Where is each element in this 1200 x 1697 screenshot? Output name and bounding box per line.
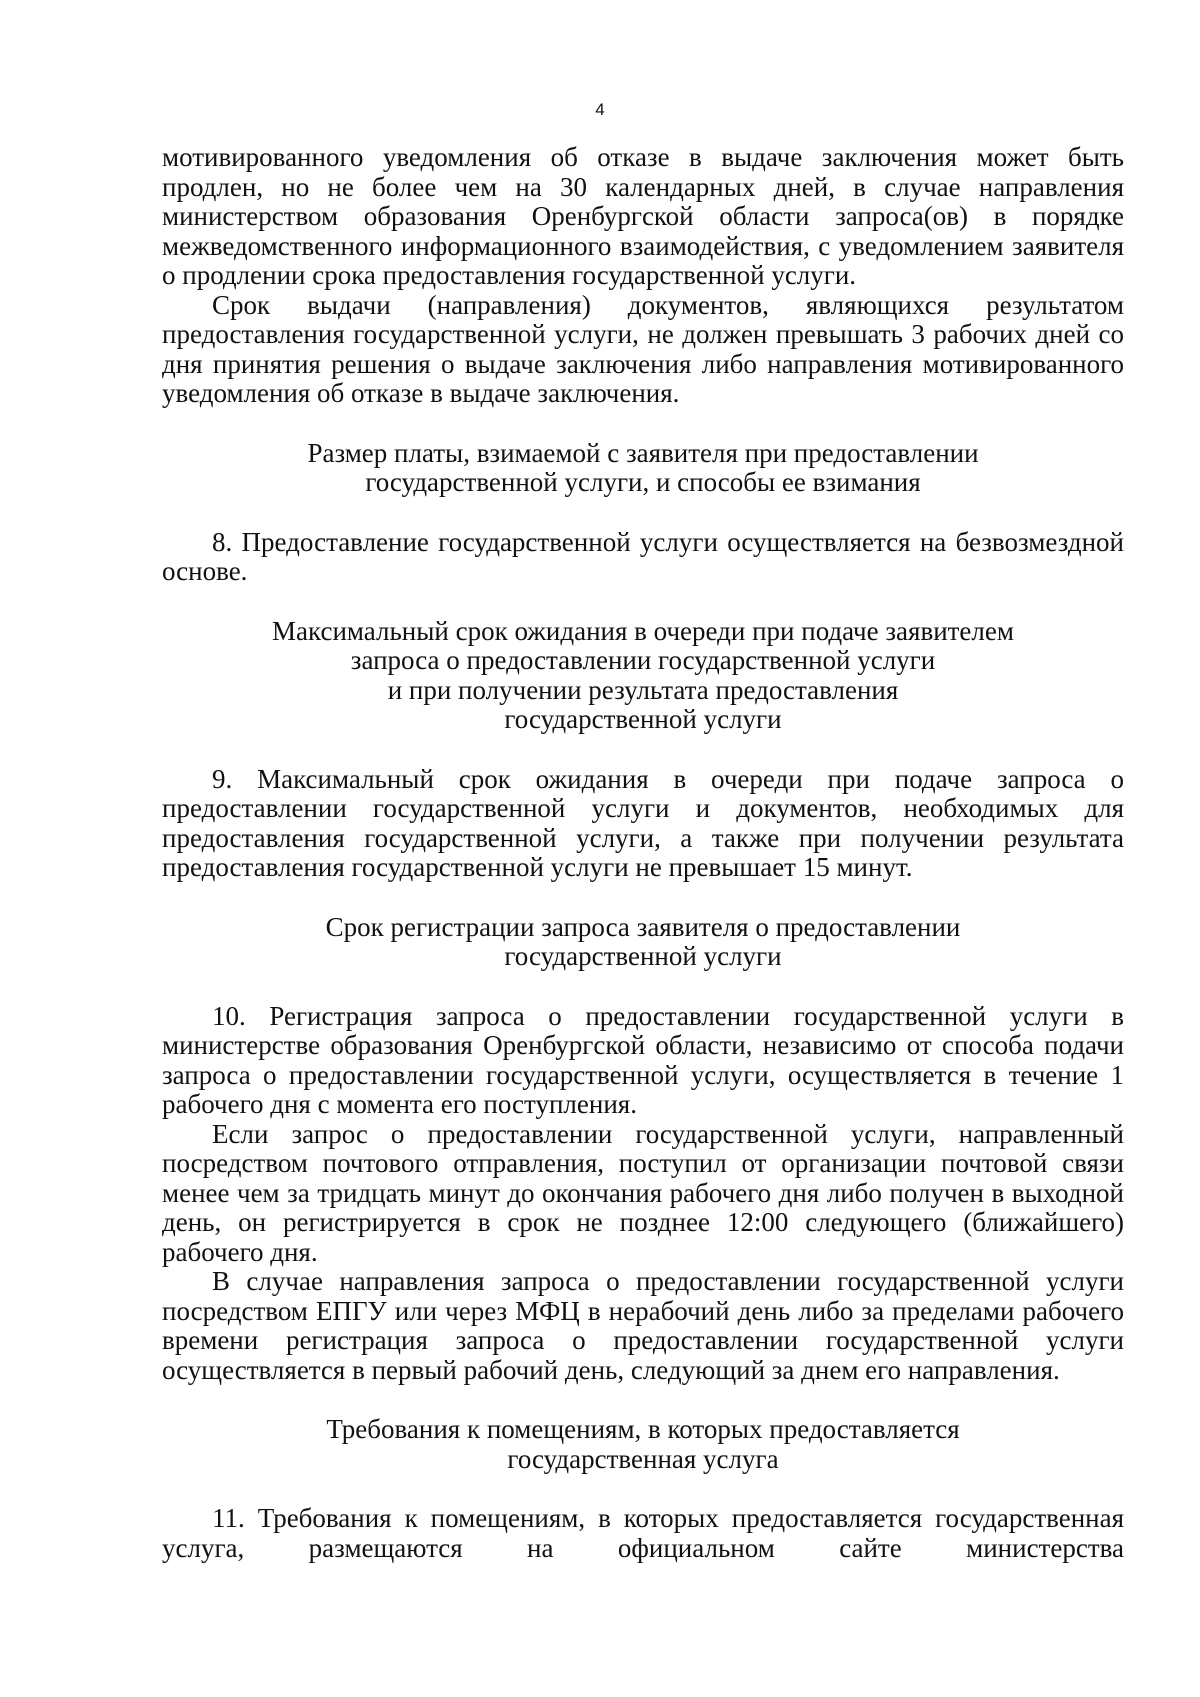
heading-line: запроса о предоставлении государственной услуги: [350, 645, 936, 675]
paragraph-10-registration: 10. Регистрация запроса о предоставлении государственной услуги в министерстве образования Оренбургской области, независимо от способа подачи запроса о предоставлении государственной услуги, осуществляется в течение 1 рабочего дня с момента его поступления.: [162, 1000, 1124, 1119]
paragraph-deadline-extension: мотивированного уведомления об отказе в выдаче заключения может быть продлен, но не более чем на 30 календарных дней, в случае направления министерством образования Оренбургской области запроса(ов) в порядке межведомственного информационного взаимодействия, с уведомлением заявителя о продлении срока предоставления государственной услуги.: [162, 142, 1124, 290]
paragraph-8-free-service: 8. Предоставление государственной услуги осуществляется на безвозмездной основе.: [162, 526, 1124, 586]
section-heading-fee: [162, 439, 1124, 498]
heading-line: и при получении результата предоставления: [387, 674, 899, 705]
heading-line: Требования к помещениям, в которых предоставляется: [326, 1414, 960, 1444]
paragraph-11-premises: 11. Требования к помещениям, в которых предоставляется государственная услуга, размещаются на официальном сайте министерства: [162, 1503, 1124, 1563]
section-heading-registration: [162, 913, 1124, 972]
heading-line: государственная услуга: [507, 1443, 779, 1474]
heading-line: Максимальный срок ожидания в очереди при подаче заявителем: [272, 615, 1014, 646]
page-number: 4: [595, 100, 605, 119]
heading-line: государственной услуги: [504, 941, 782, 971]
paragraph-9-queue-time: 9. Максимальный срок ожидания в очереди при подаче запроса о предоставлении государственной услуги и документов, необходимых для предоставления государственной услуги, а также при получении результата предоставления государственной услуги не превышает 15 минут.: [162, 763, 1124, 882]
heading-line: государственной услуги, и способы ее взимания: [365, 467, 921, 497]
heading-line: Срок регистрации запроса заявителя о предоставлении: [325, 911, 961, 942]
paragraph-postal-registration: Если запрос о предоставлении государственной услуги, направленный посредством почтового отправления, поступил от организации почтовой связи менее чем за тридцать минут до окончания рабочего дня либо получен в выходной день, он регистрируется в срок не позднее 12:00 следующего (ближайшего) рабочего дня.: [162, 1118, 1124, 1267]
heading-line: государственной услуги: [504, 704, 782, 734]
heading-line: Размер платы, взимаемой с заявителя при предоставлении: [307, 437, 979, 468]
section-heading-premises: [162, 1415, 1124, 1474]
section-heading-queue-time: [162, 617, 1124, 735]
document-body: [162, 143, 1124, 1563]
paragraph-epgu-registration: В случае направления запроса о предоставлении государственной услуги посредством ЕПГУ или через МФЦ в нерабочий день либо за пределами рабочего времени регистрация запроса о предоставлении государственной услуги осуществляется в первый рабочий день, следующий за днем его направления.: [162, 1266, 1124, 1385]
paragraph-issue-term: Срок выдачи (направления) документов, являющихся результатом предоставления государственной услуги, не должен превышать 3 рабочих дней со дня принятия решения о выдаче заключения либо направления мотивированного уведомления об отказе в выдаче заключения.: [162, 289, 1124, 408]
